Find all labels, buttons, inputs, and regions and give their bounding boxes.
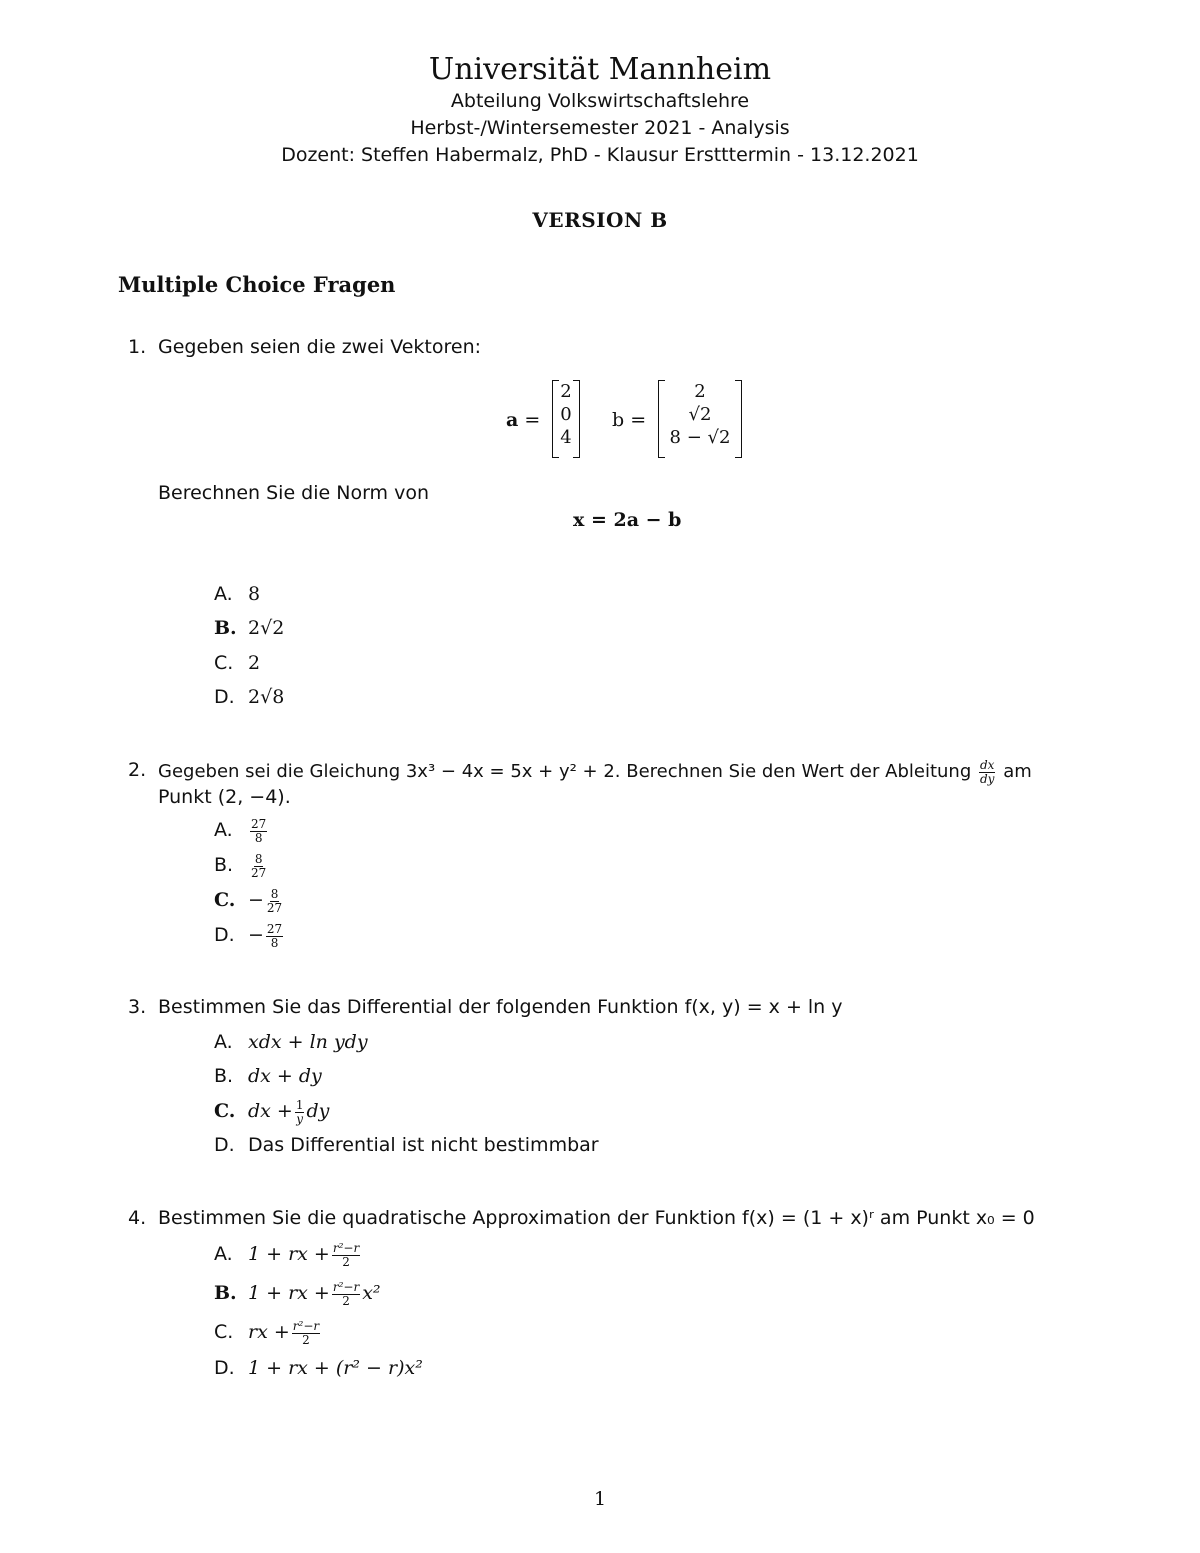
option-post: dy xyxy=(306,1100,330,1123)
fraction-numerator: 27 xyxy=(251,817,267,831)
derivative-numerator: dx xyxy=(979,758,995,772)
fraction-numerator: r²−r xyxy=(292,1319,320,1333)
question-2-line1: Gegeben sei die Gleichung 3x³ − 4x = 5x + y² + 2. Berechnen Sie den Wert der Ableitung xyxy=(158,761,972,783)
vector-b-entry: √2 xyxy=(688,404,712,425)
option-label: A. xyxy=(214,583,233,605)
fraction-denominator: 2 xyxy=(342,1254,350,1269)
fraction-numerator: 8 xyxy=(254,852,263,866)
option-label: C. xyxy=(214,1321,234,1344)
question-4-number: 4. xyxy=(128,1207,147,1229)
option-label: A. xyxy=(214,1031,233,1053)
question-3-option-d[interactable] xyxy=(214,1134,599,1156)
option-text: xdx + ln ydy xyxy=(248,1031,368,1053)
vector-b-entry: 8 − √2 xyxy=(669,427,731,448)
option-label: B. xyxy=(214,1065,234,1087)
option-sign: − xyxy=(248,924,264,947)
question-2-option-b[interactable] xyxy=(214,853,269,879)
vector-b-entry: 2 xyxy=(694,381,706,402)
option-label: C. xyxy=(214,652,234,674)
question-2-line2: Punkt (2, −4). xyxy=(158,786,291,808)
option-pre: 1 + rx + xyxy=(248,1243,330,1266)
option-text: Das Differential ist nicht bestimmbar xyxy=(248,1134,599,1156)
page-number: 1 xyxy=(593,1488,607,1510)
fraction-numerator: r²−r xyxy=(332,1241,360,1255)
option-fraction xyxy=(295,1099,305,1125)
section-title: Multiple Choice Fragen xyxy=(118,272,396,297)
option-label: B. xyxy=(214,1282,237,1305)
question-1-option-b[interactable] xyxy=(214,617,284,639)
fraction-numerator: r²−r xyxy=(332,1280,360,1294)
fraction-denominator: 2 xyxy=(342,1293,350,1308)
option-label: D. xyxy=(214,1357,235,1379)
semester-line: Herbst-/Wintersemester 2021 - Analysis xyxy=(410,117,790,139)
vector-a-entry: 2 xyxy=(560,381,572,402)
option-sign: − xyxy=(248,889,264,912)
fraction-denominator: y xyxy=(296,1111,304,1126)
question-2-am: am xyxy=(1003,761,1032,783)
option-text: 2 xyxy=(248,652,261,674)
option-pre: rx + xyxy=(248,1321,290,1344)
option-text: 2√2 xyxy=(248,617,285,639)
vector-a-entry: 4 xyxy=(560,427,572,448)
question-2-number: 2. xyxy=(128,759,147,781)
option-label: D. xyxy=(214,1134,235,1156)
question-1-text: Gegeben seien die zwei Vektoren: xyxy=(158,336,482,358)
question-3-text: Bestimmen Sie das Differential der folgenden Funktion f(x, y) = x + ln y xyxy=(158,996,843,1018)
university-title: Universität Mannheim xyxy=(428,52,772,87)
option-pre: 1 + rx + xyxy=(248,1282,330,1305)
question-3-option-a[interactable] xyxy=(214,1031,368,1053)
question-1-formula: x = 2a − b xyxy=(573,509,682,531)
option-fraction xyxy=(250,818,267,844)
option-label: C. xyxy=(214,1100,236,1123)
fraction-numerator: 8 xyxy=(270,887,279,901)
fraction-denominator: 8 xyxy=(254,830,263,845)
question-4-option-d[interactable] xyxy=(214,1357,423,1379)
option-fraction xyxy=(266,888,283,914)
question-2-text xyxy=(158,759,1032,785)
question-2-option-a[interactable] xyxy=(214,818,269,844)
vector-a-label: a = xyxy=(506,409,541,431)
option-post: x² xyxy=(362,1282,381,1305)
question-2-option-d[interactable] xyxy=(214,923,285,949)
option-fraction xyxy=(332,1242,360,1268)
question-4-option-b[interactable] xyxy=(214,1281,381,1307)
derivative-fraction xyxy=(979,759,995,785)
fraction-denominator: 2 xyxy=(302,1332,310,1347)
question-1-option-c[interactable] xyxy=(214,652,260,674)
vector-b-label: b = xyxy=(612,409,647,431)
option-label: B. xyxy=(214,617,237,639)
option-fraction xyxy=(332,1281,360,1307)
question-4-text: Bestimmen Sie die quadratische Approximation der Funktion f(x) = (1 + x)ʳ am Punkt x₀ = 0 xyxy=(158,1207,1035,1229)
question-4-option-c[interactable] xyxy=(214,1320,322,1346)
fraction-numerator: 1 xyxy=(295,1098,304,1112)
question-2-option-c[interactable] xyxy=(214,888,285,914)
department: Abteilung Volkswirtschaftslehre xyxy=(450,90,750,112)
option-label: D. xyxy=(214,686,235,708)
option-pre: dx + xyxy=(248,1100,293,1123)
option-label: C. xyxy=(214,889,236,912)
option-label: D. xyxy=(214,924,235,947)
option-fraction xyxy=(250,853,267,879)
question-1-prompt: Berechnen Sie die Norm von xyxy=(158,482,430,504)
fraction-denominator: 8 xyxy=(270,935,279,950)
option-text: dx + dy xyxy=(248,1065,322,1087)
option-text: 2√8 xyxy=(248,686,285,708)
option-label: B. xyxy=(214,854,234,877)
version-label: VERSION B xyxy=(532,208,668,232)
question-3-option-b[interactable] xyxy=(214,1065,322,1087)
vector-a-entry: 0 xyxy=(560,404,572,425)
question-1-number: 1. xyxy=(128,336,147,358)
option-label: A. xyxy=(214,819,233,842)
fraction-numerator: 27 xyxy=(266,922,283,936)
option-fraction xyxy=(292,1320,320,1346)
option-fraction xyxy=(266,923,283,949)
lecturer-line: Dozent: Steffen Habermalz, PhD - Klausur Erstttermin - 13.12.2021 xyxy=(281,144,919,166)
option-text: 8 xyxy=(248,583,261,605)
fraction-denominator: 27 xyxy=(251,865,267,880)
derivative-denominator: dy xyxy=(979,771,995,786)
option-label: A. xyxy=(214,1243,233,1266)
fraction-denominator: 27 xyxy=(266,900,283,915)
question-3-option-c[interactable] xyxy=(214,1099,329,1125)
question-3-number: 3. xyxy=(128,996,147,1018)
vector-a xyxy=(552,380,580,458)
vector-b xyxy=(658,380,742,458)
question-1-option-d[interactable] xyxy=(214,686,284,708)
question-1-option-a[interactable] xyxy=(214,583,260,605)
option-text: 1 + rx + (r² − r)x² xyxy=(248,1357,423,1379)
question-4-option-a[interactable] xyxy=(214,1242,362,1268)
